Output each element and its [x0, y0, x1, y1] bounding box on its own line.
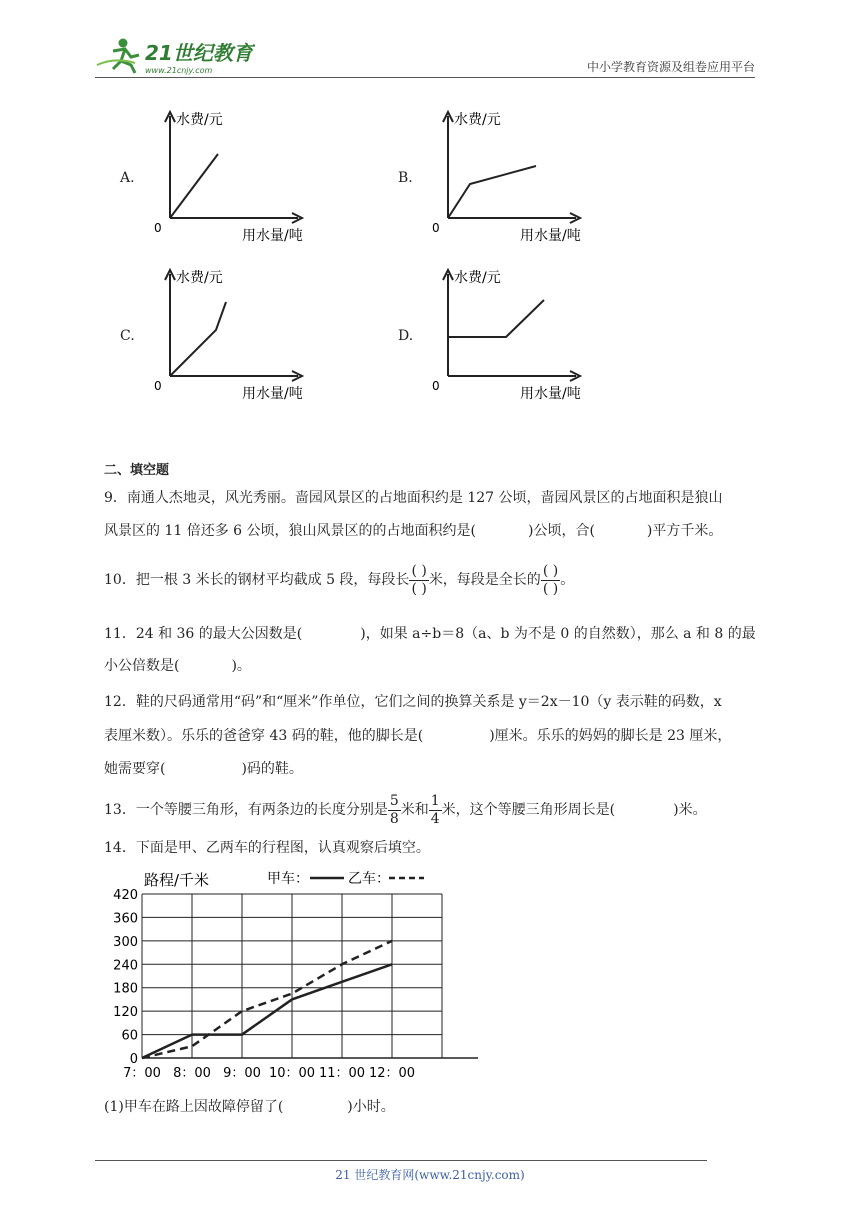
y-tick-label: 60 [121, 1028, 138, 1044]
y-tick-label: 360 [113, 911, 138, 927]
footer-divider [95, 1160, 707, 1161]
option-c-label: C. [120, 328, 135, 344]
origin-label: 0 [432, 379, 440, 393]
x-axis-label: 用水量/吨 [242, 386, 303, 402]
option-a-graph [150, 106, 320, 246]
answer-fraction[interactable]: $\frac{( )}{( )}$ [411, 562, 427, 597]
x-tick-label: 8：00 [173, 1066, 211, 1081]
y-tick-label: 300 [113, 934, 138, 950]
question-12-line-2: 表厘米数）。乐乐的爸爸穿 43 码的鞋，他的脚长是( )厘米。乐乐的妈妈的脚长是 23 厘米， [104, 728, 732, 744]
y-axis-label: 水费/元 [454, 112, 501, 128]
x-tick-label: 12：00 [368, 1066, 416, 1081]
header-platform-text: 中小学教育资源及组卷应用平台 [586, 60, 755, 74]
option-a-label: A. [120, 170, 135, 186]
logo-url: www.21cnjy.com [145, 66, 213, 75]
fraction-1-4: $\frac{1}{4}$ [430, 792, 440, 827]
question-14-sub-1: (1)甲车在路上因故障停留了( )小时。 [104, 1099, 395, 1115]
option-d-graph [428, 264, 598, 404]
y-axis-label: 水费/元 [176, 270, 223, 286]
x-tick-label: 7：00 [123, 1066, 161, 1081]
question-9-line-2: 风景区的 11 倍还多 6 公顷，狼山风景区的的占地面积约是( )公顷，合( )平方千米。 [104, 523, 723, 539]
y-tick-label: 240 [113, 958, 138, 974]
legend-jia-label: 甲车： [267, 871, 309, 887]
option-b-graph [428, 106, 598, 246]
chart-series [142, 941, 392, 1058]
x-tick-label: 11：00 [318, 1066, 366, 1081]
x-axis-label: 用水量/吨 [520, 386, 581, 402]
question-14: 14．下面是甲、乙两车的行程图，认真观察后填空。 [104, 840, 430, 856]
origin-label: 0 [154, 221, 162, 235]
x-tick-label: 9：00 [223, 1066, 261, 1081]
y-tick-label: 420 [113, 888, 138, 903]
travel-chart [104, 864, 484, 1086]
origin-label: 0 [154, 379, 162, 393]
x-axis-label: 用水量/吨 [242, 228, 303, 244]
question-11-line-1: 11．24 和 36 的最大公因数是( )，如果 a÷b＝8（a、b 为不是 0 的自然数），那么 a 和 8 的最 [104, 626, 756, 642]
question-10: 10．把一根 3 米长的钢材平均截成 5 段，每段长 $\frac{( )}{( )}$ 米，每段是全长的 $\frac{( )}{( )}$ 。 [104, 562, 575, 597]
section-title: 二、填空题 [104, 463, 170, 478]
question-12-line-3: 她需要穿( )码的鞋。 [104, 761, 303, 777]
footer-text: 21 世纪教育网(www.21cnjy.com) [335, 1168, 525, 1182]
y-tick-label: 0 [129, 1052, 138, 1067]
origin-label: 0 [432, 221, 440, 235]
logo-text: 21世纪教育 [145, 41, 253, 65]
y-axis-label: 水费/元 [454, 270, 501, 286]
legend-yi-label: 乙车： [348, 871, 390, 887]
logo [95, 35, 255, 77]
question-9-line-1: 9．南通人杰地灵，风光秀丽。啬园风景区的占地面积约是 127 公顷，啬园风景区的占地面积是狼山 [104, 490, 723, 506]
question-11-line-2: 小公倍数是( )。 [104, 658, 251, 674]
x-tick-label: 10：00 [268, 1066, 316, 1081]
answer-fraction[interactable]: $\frac{( )}{( )}$ [542, 562, 559, 597]
question-12-line-1: 12．鞋的尺码通常用“码”和“厘米”作单位，它们之间的换算关系是 y＝2x－10（y 表示鞋的码数，x [104, 694, 722, 710]
chart-y-axis-label: 路程/千米 [144, 871, 210, 889]
header-divider [95, 77, 755, 78]
fraction-5-8: $\frac{5}{8}$ [389, 792, 399, 827]
x-axis-label: 用水量/吨 [520, 228, 581, 244]
option-b-label: B. [398, 170, 413, 186]
y-tick-label: 180 [113, 981, 138, 997]
logo-head-icon [119, 39, 128, 48]
option-d-label: D. [398, 328, 414, 344]
question-13: 13．一个等腰三角形，有两条边的长度分别是 $\frac{5}{8}$ 米和 $\frac{1}{4}$ 米，这个等腰三角形周长是( )米。 [104, 792, 707, 827]
y-axis-label: 水费/元 [176, 112, 223, 128]
y-tick-label: 120 [113, 1005, 138, 1021]
option-c-graph [150, 264, 320, 404]
